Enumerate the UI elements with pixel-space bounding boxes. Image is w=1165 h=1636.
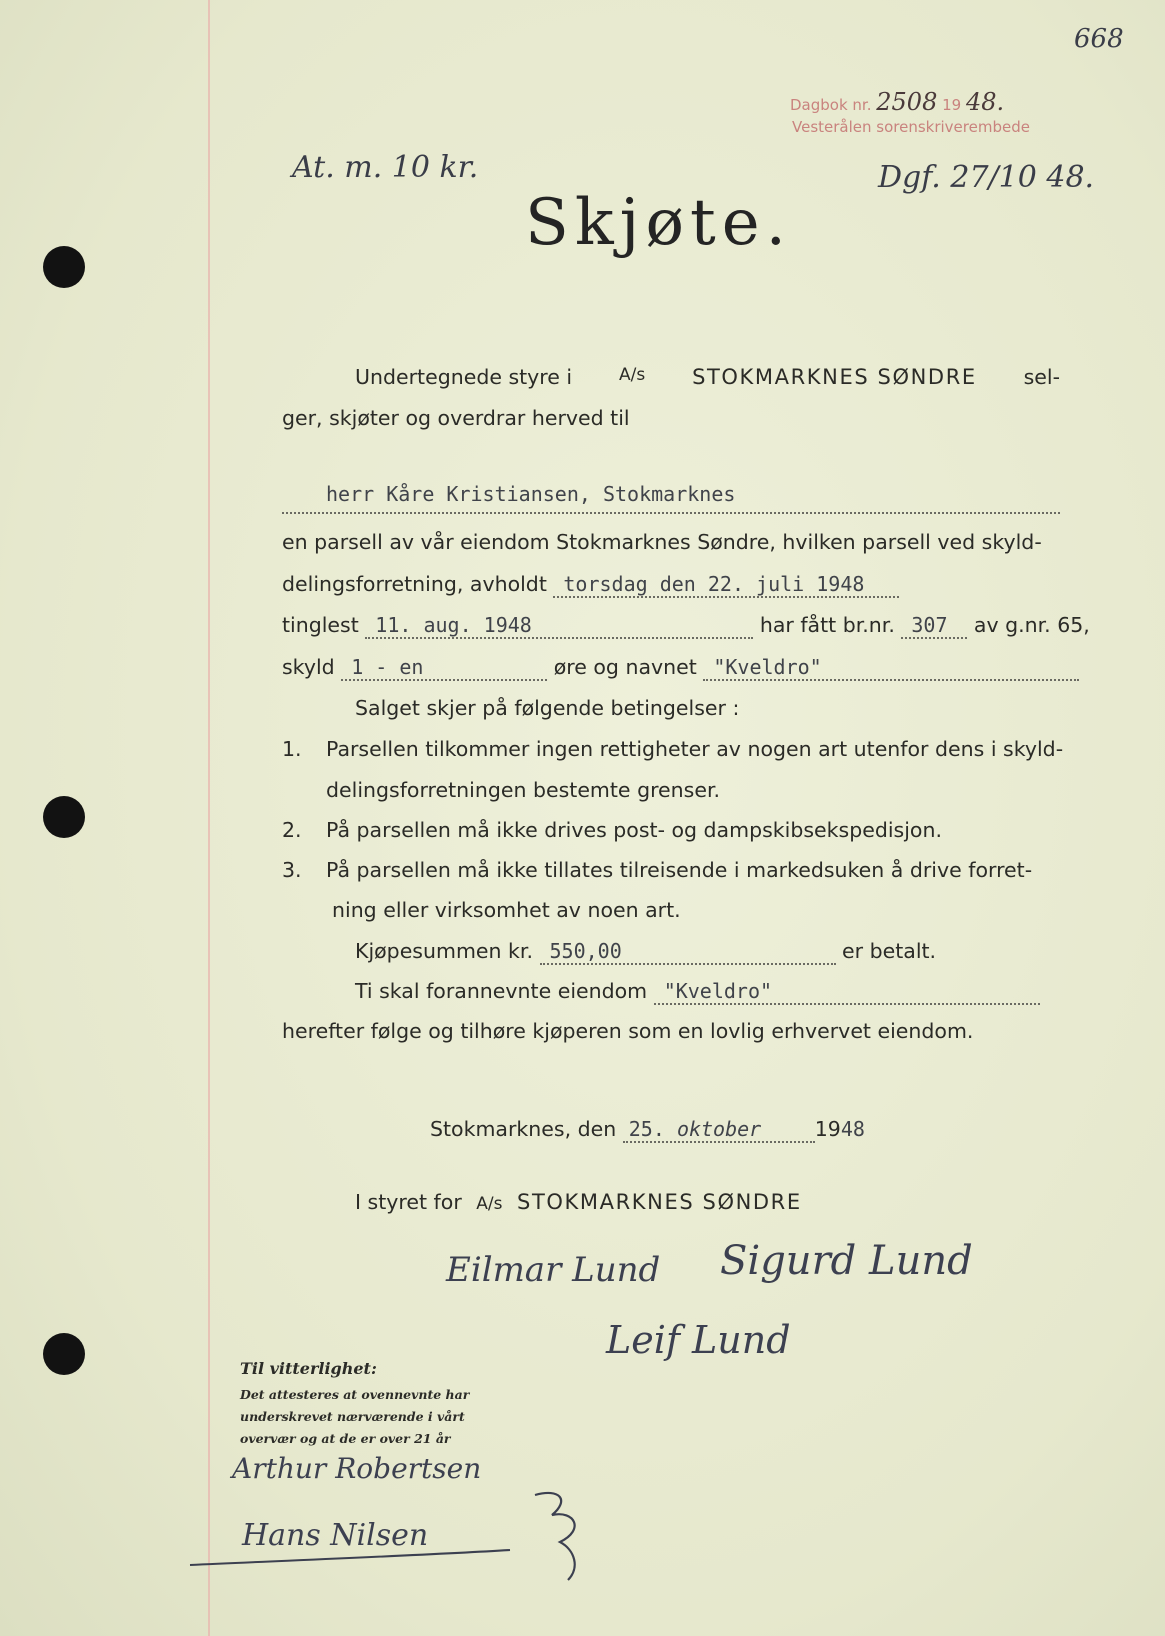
registered-label: tinglest [282, 613, 359, 637]
place-label: Stokmarknes, den [430, 1117, 617, 1141]
registered-date: 11. aug. 1948 [365, 613, 753, 639]
skyld-value: 1 - en [341, 655, 547, 681]
witness-line-2: underskrevet nærværende i vårt [240, 1409, 465, 1424]
conditions-intro: Salget skjer på følgende betingelser : [355, 696, 740, 720]
witness-signature-1: Arthur Robertsen [232, 1452, 482, 1485]
signature-strokes [180, 1480, 640, 1590]
condition-3-cont: ning eller virksomhet av noen art. [332, 898, 681, 922]
page-number: 668 [1074, 24, 1124, 54]
parcel-line-4 [282, 655, 1060, 681]
stamp-prefix: Dagbok nr. [790, 96, 872, 114]
price-suffix: er betalt. [842, 939, 937, 963]
stamp-number: 2508 [876, 88, 938, 116]
punch-hole [43, 1333, 85, 1375]
buyer-line [282, 482, 1060, 514]
margin-note-fee: At. m. 10 kr. [292, 150, 479, 185]
gnr-label: av g.nr. 65, [973, 613, 1090, 637]
punch-hole [43, 246, 85, 288]
registry-stamp [790, 88, 1004, 116]
company-name: STOKMARKNES SØNDRE [692, 365, 977, 389]
transfer-line [355, 979, 1133, 1005]
signature-1: Eilmar Lund [446, 1250, 661, 1290]
brnr-value: 307 [901, 613, 967, 639]
condition-number: 3. [282, 858, 302, 882]
board-line [355, 1190, 1133, 1214]
transfer-line-2: herefter følge og tilhøre kjøperen som en lovlig erhvervet eiendom. [282, 1019, 974, 1043]
condition-1 [282, 737, 1064, 761]
margin-rule [208, 0, 210, 1636]
condition-number: 1. [282, 737, 302, 761]
buyer-name: herr Kåre Kristiansen, Stokmarknes [326, 482, 736, 506]
held-date: torsdag den 22. juli 1948 [553, 572, 899, 598]
intro-line-2: ger, skjøter og overdrar herved til [282, 406, 630, 430]
date-day: 25. [628, 1117, 665, 1141]
price-line [355, 939, 1133, 965]
parcel-line-2 [282, 572, 1060, 598]
intro-text: Undertegnede styre i [355, 365, 573, 389]
condition-text: På parsellen må ikke tillates tilreisende i markedsuken å drive forret- [326, 858, 1033, 882]
signature-3: Leif Lund [606, 1318, 791, 1362]
stamp-year-prefix: 19 [942, 96, 962, 114]
punch-hole [43, 796, 85, 838]
place-date-line [430, 1117, 1165, 1143]
held-label: delingsforretning, avholdt [282, 572, 547, 596]
condition-text: Parsellen tilkommer ingen rettigheter av nogen art utenfor dens i skyld- [326, 737, 1064, 761]
stamp-year: 48. [966, 88, 1005, 116]
witness-heading: Til vitterlighet: [240, 1359, 377, 1378]
price-label: Kjøpesummen kr. [355, 939, 533, 963]
year-prefix: 19 [814, 1117, 841, 1141]
condition-1-cont: delingsforretningen bestemte grenser. [326, 778, 721, 802]
stamp-office: Vesterålen sorenskriverembede [792, 118, 1030, 136]
board-company: STOKMARKNES SØNDRE [517, 1190, 802, 1214]
witness-line-3: overvær og at de er over 21 år [240, 1431, 451, 1446]
document-title: Skjøte. [525, 186, 792, 260]
parcel-line-1: en parsell av vår eiendom Stokmarknes Søndre, hvilken parsell ved skyld- [282, 530, 1042, 554]
date-fill [623, 1117, 815, 1143]
property-name: "Kveldro" [703, 655, 1079, 681]
condition-text: På parsellen må ikke drives post- og dampskibsekspedisjon. [326, 818, 942, 842]
intro-line-1 [355, 365, 1060, 389]
price-amount: 550,00 [540, 939, 836, 965]
transfer-property: "Kveldro" [654, 979, 1040, 1005]
margin-note-date: Dgf. 27/10 48. [878, 160, 1095, 195]
board-company-prefix: A/s [476, 1194, 503, 1214]
date-month: oktober [676, 1117, 762, 1141]
parcel-line-3 [282, 613, 1090, 639]
signature-2: Sigurd Lund [720, 1238, 973, 1284]
company-prefix: A/s [618, 365, 646, 385]
condition-3 [282, 858, 1060, 882]
transfer-label: Ti skal forannevnte eiendom [355, 979, 648, 1003]
brnr-label: har fått br.nr. [759, 613, 895, 637]
hyphen-break: sel- [1023, 365, 1060, 389]
witness-line-1: Det attesteres at ovennevnte har [240, 1387, 470, 1402]
condition-number: 2. [282, 818, 302, 842]
witness-signature-2: Hans Nilsen [242, 1518, 429, 1553]
date-year: 48 [840, 1117, 865, 1141]
name-label: øre og navnet [553, 655, 697, 679]
board-label: I styret for [355, 1190, 462, 1214]
skyld-label: skyld [282, 655, 335, 679]
condition-2 [282, 818, 1060, 842]
